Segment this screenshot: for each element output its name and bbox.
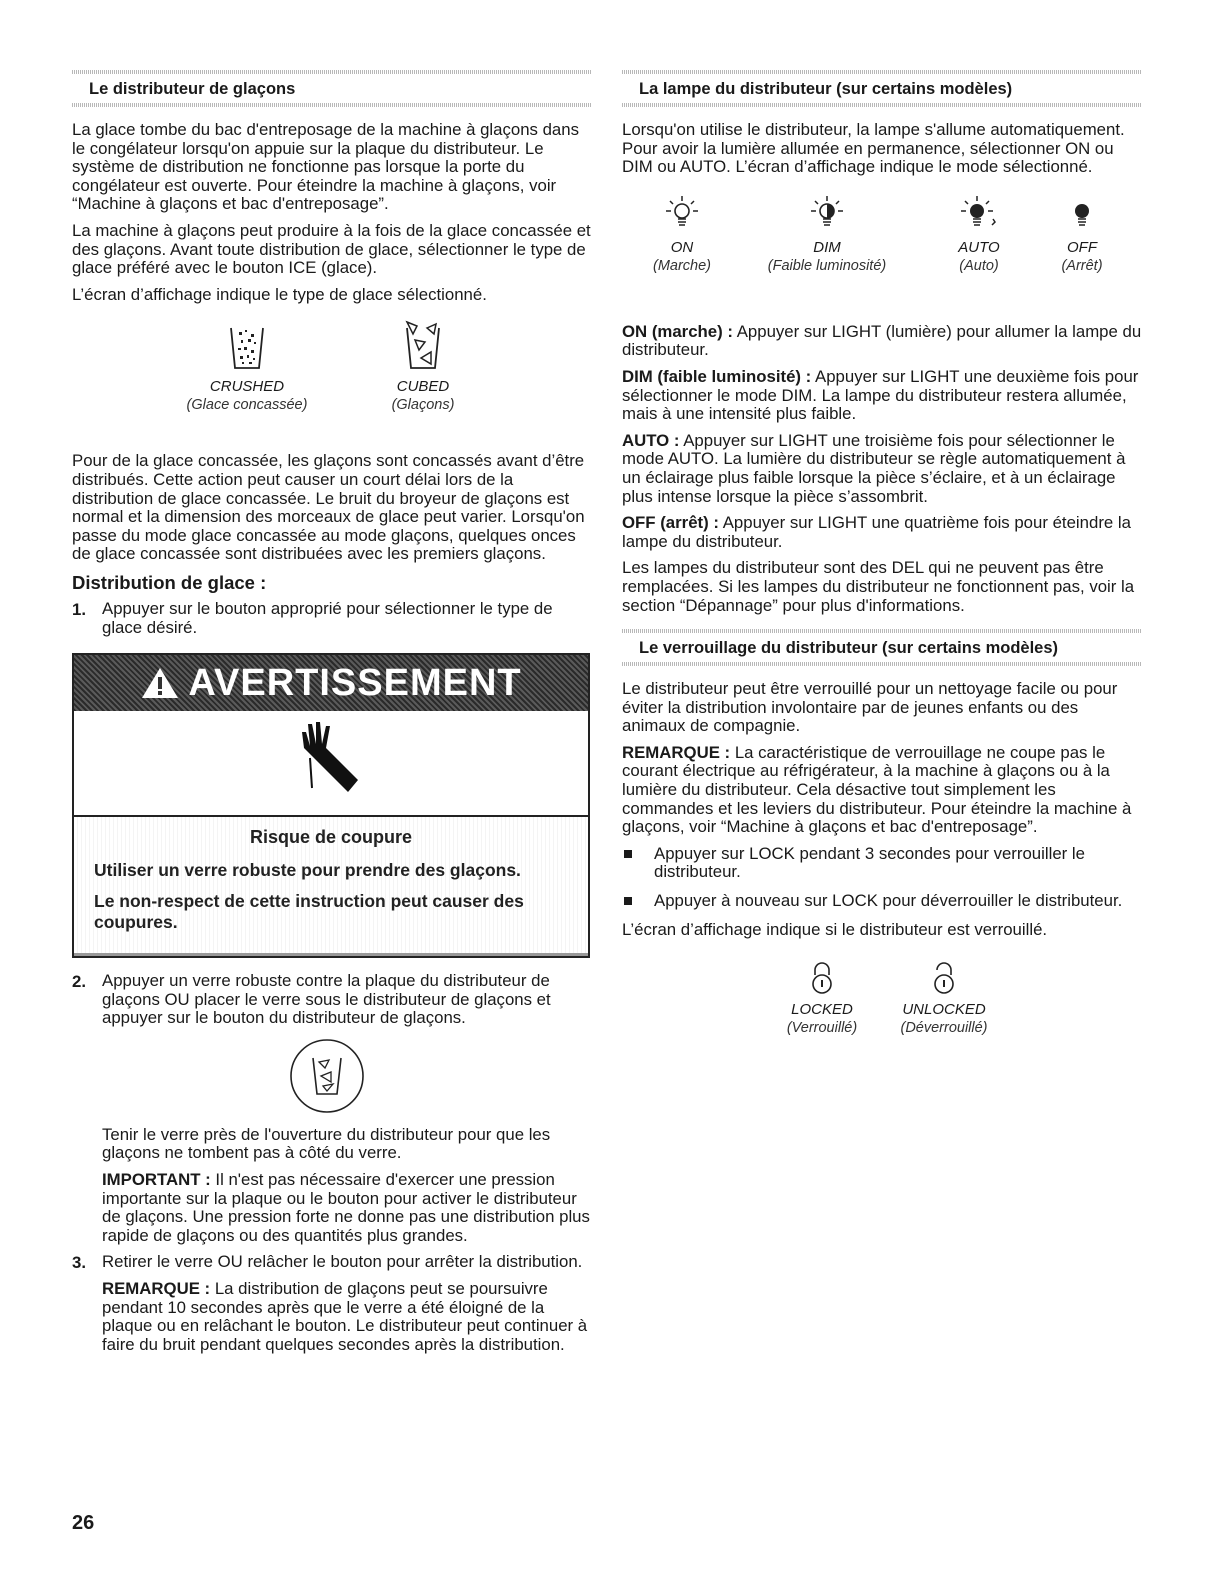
subheading-ice-dispensing: Distribution de glace : <box>72 571 267 593</box>
icon-sublabel: (Faible luminosité) <box>767 257 887 274</box>
step-text: Appuyer sur le bouton approprié pour sélectionner le type de glace désiré. <box>102 598 553 637</box>
mode-text: Appuyer sur LIGHT une deuxième fois pour sélectionner le mode DIM. La lampe du distributeur restera allumée, mais à une intensité plus faible. <box>622 366 1139 424</box>
warning-instruction: Utiliser un verre robuste pour prendre des glaçons. <box>94 860 521 881</box>
ice-type-cubed <box>368 320 478 414</box>
icon-sublabel: (Verrouillé) <box>786 1020 858 1037</box>
step-text: Appuyer un verre robuste contre la plaque du distributeur de glaçons OU placer le verre sous le distributeur de glaçons et appuyer sur le bouton du distributeur de glaçons. <box>102 971 551 1028</box>
remark-label: REMARQUE : <box>102 1279 211 1299</box>
warning-risk: Risque de coupure <box>249 827 413 848</box>
remark-label: REMARQUE : <box>622 742 731 762</box>
section-header-dispenser-lamp <box>622 70 1142 107</box>
right-column <box>622 70 1142 1061</box>
step-number: 1. <box>72 599 86 619</box>
mode-label: ON (marche) : <box>622 321 733 341</box>
light-off-icon <box>1062 193 1102 233</box>
important-note <box>102 1171 592 1245</box>
crushed-ice-glass-icon <box>227 320 267 372</box>
step-number: 2. <box>72 972 86 992</box>
lock-state-icons <box>622 961 1142 1061</box>
paragraph: Le distributeur peut être verrouillé pour un nettoyage facile ou pour éviter la distribution involontaire par de jeunes enfants ou des animaux de compagnie. <box>622 679 1118 736</box>
bullet-item <box>622 845 1142 882</box>
remark-text: La distribution de glaçons peut se poursuivre pendant 10 secondes après que le verre a été éloigné de la plaque ou en relâchant le bouton. Le distributeur peut continuer à faire du bruit pendant quelques secondes après la distribution. <box>102 1279 588 1354</box>
left-column <box>72 70 592 1362</box>
dispense-icon-wrap <box>102 1036 592 1126</box>
paragraph: L’écran d’affichage indique le type de glace sélectionné. <box>72 284 487 304</box>
light-mode-auto <box>934 193 1024 275</box>
bullet-text: Appuyer à nouveau sur LOCK pour déverrouiller le distributeur. <box>654 891 1123 911</box>
mode-on-description <box>622 323 1142 360</box>
icon-label: CUBED <box>396 378 450 396</box>
paragraph: Lorsqu'on utilise le distributeur, la lampe s'allume automatiquement. Pour avoir la lumière allumée en permanence, sélectionner ON ou DIM ou AUTO. L’écran d’affichage indique le mode sélectionné. <box>622 120 1125 177</box>
warning-title: AVERTISSEMENT <box>188 661 522 704</box>
icon-sublabel: (Auto) <box>959 257 999 274</box>
icon-label: LOCKED <box>791 1001 853 1019</box>
step-number: 3. <box>72 1253 86 1273</box>
paragraph: L’écran d’affichage indique si le distributeur est verrouillé. <box>622 919 1048 939</box>
mode-auto-description <box>622 432 1142 506</box>
remark-text: La caractéristique de verrouillage ne coupe pas le courant électrique au réfrigérateur, à la machine à glaçons ou à la lumière du distributeur. Cela désactive tout simplement les commandes et les leviers du distributeur. Pour éteindre la machine à glaçons, voir “Machine à glaçons et bac d'entreposage”. <box>622 742 1132 837</box>
step-1 <box>72 600 592 637</box>
icon-label: UNLOCKED <box>902 1001 986 1019</box>
light-mode-on <box>632 193 732 275</box>
padlock-unlocked-icon <box>929 961 959 995</box>
icon-sublabel: (Déverrouillé) <box>900 1020 988 1037</box>
light-mode-off <box>1042 193 1122 275</box>
bullet-text: Appuyer sur LOCK pendant 3 secondes pour verrouiller le distributeur. <box>654 843 1085 882</box>
section-header-dispenser-lock <box>622 629 1142 666</box>
icon-label: OFF <box>1067 238 1097 256</box>
paragraph: La machine à glaçons peut produire à la fois de la glace concassée et des glaçons. Avant toute distribution de glace, sélectionner le type de glace préféré avec le bouton ICE (glace). <box>72 220 591 278</box>
section-title: Le distributeur de glaçons <box>89 80 296 98</box>
mode-dim-description <box>622 368 1142 424</box>
step-2 <box>72 972 592 1245</box>
warning-title-bar <box>74 655 588 711</box>
page-number: 26 <box>72 1512 95 1534</box>
section-title: Le verrouillage du distributeur (sur certains modèles) <box>639 639 1059 658</box>
light-on-icon <box>662 193 702 233</box>
mode-text: Appuyer sur LIGHT (lumière) pour allumer la lampe du distributeur. <box>622 321 1142 360</box>
step-note: Tenir le verre près de l'ouverture du distributeur pour que les glaçons ne tombent pas à côté du verre. <box>102 1124 551 1163</box>
important-text: Il n'est pas nécessaire d'exercer une pression importante sur la plaque ou le bouton pour activer le distributeur de glaçons. Une pression forte ne donne pas une distribution plus rapide de glaçons ou des quantités plus grandes. <box>102 1170 590 1245</box>
mode-label: DIM (faible luminosité) : <box>622 366 812 386</box>
remark-note <box>622 744 1142 837</box>
light-mode-icons <box>622 193 1142 315</box>
step-text: Retirer le verre OU relâcher le bouton pour arrêter la distribution. <box>102 1252 583 1272</box>
mode-off-description <box>622 514 1142 551</box>
paragraph: Pour de la glace concassée, les glaçons sont concassés avant d’être distribués. Cette action peut causer un court délai lors de la distribution de glace concassée. Le bruit du broyeur de glaçons est normal et la dimension des morceaux de glace peut varier. Lorsqu'on passe du mode glace concassée au mode glaçons, quelques onces de glace concassée sont distribuées avec les premiers glaçons. <box>72 451 585 564</box>
light-auto-icon <box>957 193 1001 233</box>
icon-label: CRUSHED <box>209 378 285 396</box>
glass-dispense-icon <box>287 1036 367 1116</box>
step-3 <box>72 1253 592 1354</box>
light-dim-icon <box>807 193 847 233</box>
lock-state-unlocked <box>884 961 1004 1037</box>
remark-note <box>102 1280 592 1354</box>
warning-body <box>74 817 588 956</box>
icon-label: ON <box>670 238 694 256</box>
paragraph: La glace tombe du bac d'entreposage de la machine à glaçons dans le congélateur lorsqu'on appuie sur la plaque du distributeur. Le système de distribution ne fonctionne pas lorsque la porte du congélateur est ouverte. Pour éteindre la machine à glaçons, voir “Machine à glaçons et bac d'entreposage”. <box>72 120 579 214</box>
icon-label: AUTO <box>958 238 1000 256</box>
warning-triangle-icon <box>140 666 180 700</box>
paragraph: Les lampes du distributeur sont des DEL qui ne peuvent pas être remplacées. Si les lampes du distributeur ne fonctionnent pas, voir la section “Dépannage” pour plus d'informations. <box>622 558 1135 615</box>
cut-hand-icon <box>286 718 376 808</box>
icon-sublabel: (Marche) <box>652 257 711 274</box>
important-label: IMPORTANT : <box>102 1170 211 1190</box>
mode-text: Appuyer sur LIGHT une troisième fois pour sélectionner le mode AUTO. La lumière du distributeur se règle automatiquement à un éclairage plus faible lorsque la pièce s’éclaire, et à un éclairage plus intense lorsque la pièce s’assombrit. <box>622 430 1126 506</box>
icon-label: DIM <box>813 238 841 256</box>
cubed-ice-glass-icon <box>403 320 443 372</box>
warning-box <box>72 653 590 958</box>
ice-type-icons <box>72 320 592 442</box>
icon-sublabel: (Glaçons) <box>391 397 455 414</box>
bullet-item <box>622 892 1142 911</box>
mode-label: AUTO : <box>622 430 680 450</box>
icon-sublabel: (Glace concassée) <box>186 397 308 414</box>
section-title: La lampe du distributeur (sur certains modèles) <box>639 80 1013 98</box>
mode-label: OFF (arrêt) : <box>622 513 719 533</box>
section-header-ice-dispenser <box>72 70 592 107</box>
warning-image <box>74 711 588 817</box>
mode-text: Appuyer sur LIGHT une quatrième fois pour éteindre la lampe du distributeur. <box>622 513 1131 551</box>
padlock-locked-icon <box>807 961 837 995</box>
light-mode-dim <box>752 193 902 275</box>
icon-sublabel: (Arrêt) <box>1061 257 1103 274</box>
lock-state-locked <box>772 961 872 1037</box>
warning-consequence: Le non-respect de cette instruction peut causer des coupures. <box>94 891 524 933</box>
ice-type-crushed <box>182 320 312 414</box>
